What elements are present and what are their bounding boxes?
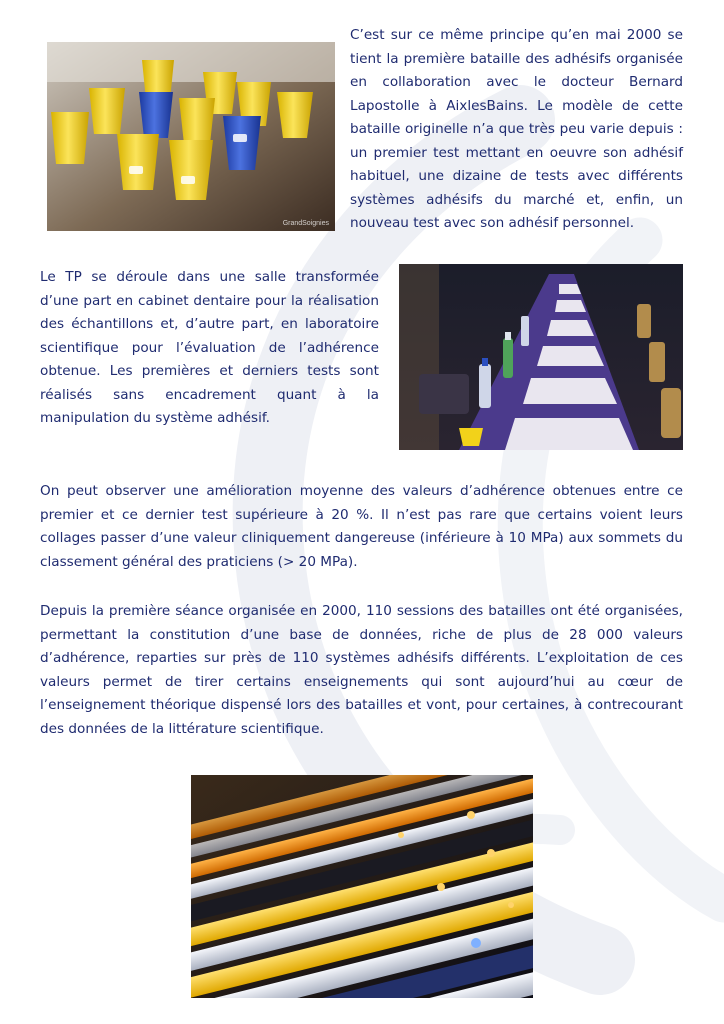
photo-watermark: GrandSoignies <box>282 220 329 227</box>
paragraph-improvement: On peut observer une amélioration moyenne des valeurs d’adhérence obtenues entre ce premier et ce dernier test supérieure à 20 %. Il n’est pas rare que certains voient leurs collages passer d’une valeur cliniquement dangereuse (inférieure à 10 MPa) aux sommets du classement général des praticiens (> 20 MPa). <box>40 483 683 570</box>
cups-photo <box>47 42 335 231</box>
paragraph-tp-room: Le TP se déroule dans une salle transformée d’une part en cabinet dentaire pour la réalisation des échantillons et, d’autre part, en laboratoire scientifique pour l’évaluation de l’adhérence obtenue. Les premières et derniers tests sont réalisés sans encadrement quant à la manipulation du système adhésif. <box>40 269 379 426</box>
paragraph-first-battle: C’est sur ce même principe qu’en mai 2000 se tient la première bataille des adhésifs organisée en collaboration avec le docteur Bernard Lapostolle à AixlesBains. Le modèle de cette bataille originelle n’a que très peu varie depuis : un premier test mettant en oeuvre son adhésif habituel, une dizaine de tests avec différents systèmes adhésifs du marché et, enfin, un nouveau test avec son adhésif personnel. <box>350 27 683 231</box>
paragraph-database: Depuis la première séance organisée en 2000, 110 sessions des batailles ont été organisées, permettant la constitution d’une base de données, riche de plus de 28 000 valeurs d’adhérence, reparties sur près de 110 systèmes adhésifs différents. L’exploitation de ces valeurs permet de tirer certains enseignements qui sont aujourd’hui au cœur de l’enseignement théorique dispensé lors des batailles et vont, pour certaines, à contrecourant des données de la littérature scientifique. <box>40 603 683 737</box>
curing-lights-photo <box>191 775 533 998</box>
lab-room-photo <box>399 264 683 450</box>
